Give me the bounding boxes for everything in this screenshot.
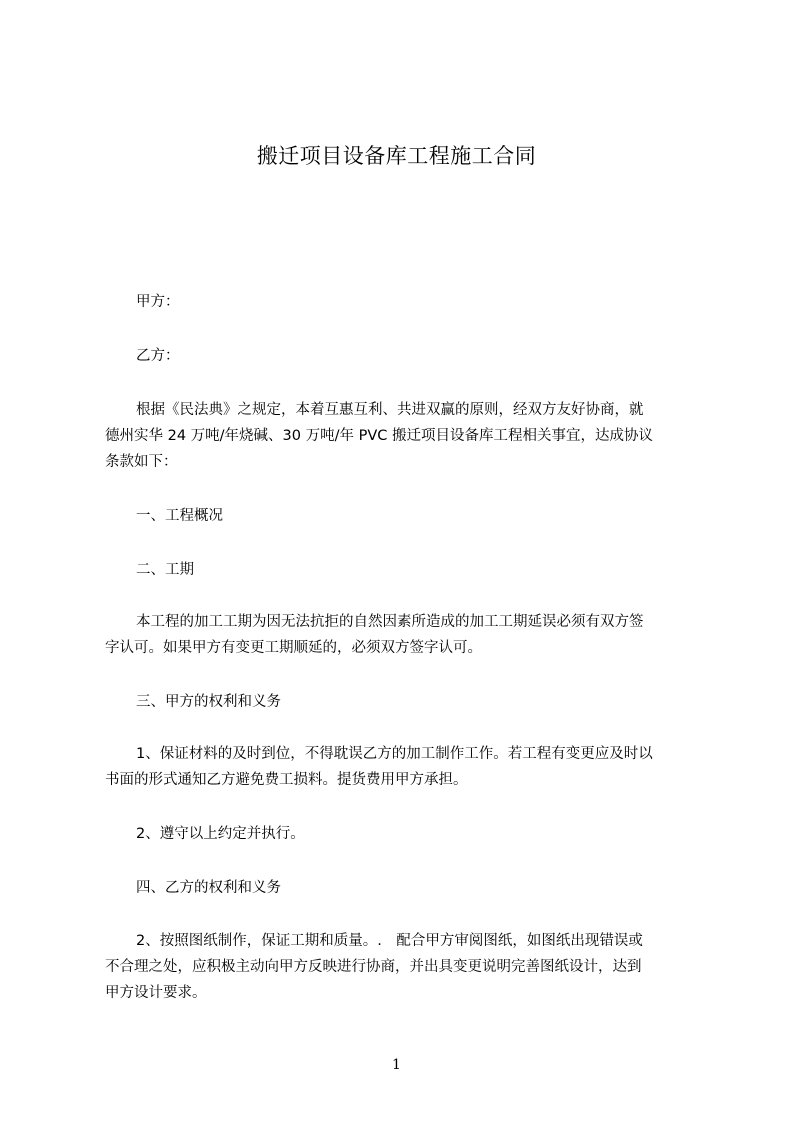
page-number: 1 [392,1057,401,1073]
section-2-heading: 二、工期 [136,562,194,578]
section-3-item-2: 2、遵守以上约定并执行。 [136,826,305,842]
section-4-item-2-line-1: 2、按照图纸制作，保证工期和质量。. 配合甲方审阅图纸，如图纸出现错误或 [136,933,643,949]
section-2-line-2: 字认可。如果甲方有变更工期顺延的，必须双方签字认可。 [105,640,482,656]
section-4-item-2-line-3: 甲方设计要求。 [105,985,207,1001]
intro-line-2: 德州实华 24 万吨/年烧碱、30 万吨/年 PVC 搬迁项目设备库工程相关事宜，达成协议 [105,428,654,444]
section-3-item-1-line-2: 书面的形式通知乙方避免费工损料。提货费用甲方承担。 [105,772,468,788]
section-3-item-1-line-1: 1、保证材料的及时到位，不得耽误乙方的加工制作工作。若工程有变更应及时以 [136,746,653,762]
section-4-item-2-line-2: 不合理之处，应积极主动向甲方反映进行协商，并出具变更说明完善图纸设计，达到 [105,959,642,975]
party-b-label: 乙方： [136,348,180,364]
contract-title: 搬迁项目设备库工程施工合同 [256,144,537,168]
section-3-heading: 三、甲方的权利和义务 [136,694,281,710]
intro-line-1: 根据《民法典》之规定，本着互惠互利、共进双赢的原则，经双方友好协商，就 [136,402,644,418]
party-a-label: 甲方： [136,294,180,310]
intro-line-3: 条款如下： [105,454,178,470]
section-2-line-1: 本工程的加工工期为因无法抗拒的自然因素所造成的加工工期延误必须有双方签 [136,614,644,630]
section-1-heading: 一、工程概况 [136,508,223,524]
section-4-heading: 四、乙方的权利和义务 [136,880,281,896]
